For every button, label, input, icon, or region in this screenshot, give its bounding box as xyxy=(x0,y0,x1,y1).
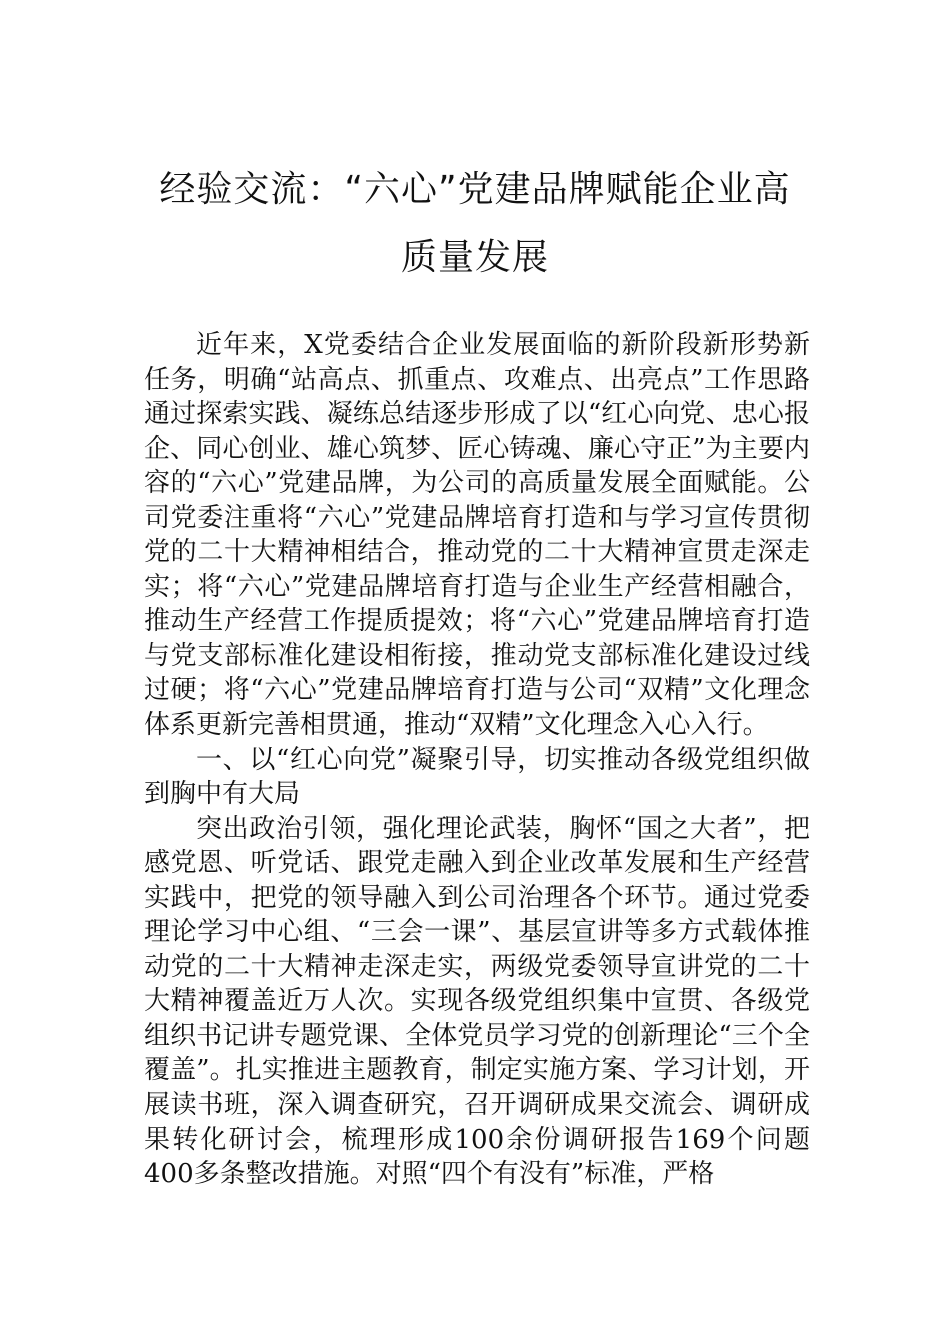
section-heading-1: 一、以“红心向党”凝聚引导，切实推动各级党组织做到胸中有大局 xyxy=(144,744,810,810)
document-title-line-1: 经验交流：“六心”党建品牌赋能企业高 xyxy=(159,169,791,210)
document-body xyxy=(144,328,810,1192)
section-1-paragraph: 突出政治引领，强化理论武装，胸怀“国之大者”，把感党恩、听党话、跟党走融入到企业改革发展和生产经营实践中，把党的领导融入到公司治理各个环节。通过党委理论学习中心组、“三会一课”、基层宣讲等多方式载体推动党的二十大精神走深走实，两级党委领导宣讲党的二十大精神覆盖近万人次。实现各级党组织集中宣贯、各级党组织书记讲专题党课、全体党员学习党的创新理论“三个全覆盖”。扎实推进主题教育，制定实施方案、学习计划，开展读书班，深入调查研究，召开调研成果交流会、调研成果转化研讨会，梳理形成100余份调研报告169个问题400多条整改措施。对照“四个有没有”标准，严格 xyxy=(144,813,810,1190)
intro-paragraph: 近年来，X党委结合企业发展面临的新阶段新形势新任务，明确“站高点、抓重点、攻难点、出亮点”工作思路通过探索实践、凝练总结逐步形成了以“红心向党、忠心报企、同心创业、雄心筑梦、匠心铸魂、廉心守正”为主要内容的“六心”党建品牌，为公司的高质量发展全面赋能。公司党委注重将“六心”党建品牌培育打造和与学习宣传贯彻党的二十大精神相结合，推动党的二十大精神宣贯走深走实；将“六心”党建品牌培育打造与企业生产经营相融合，推动生产经营工作提质提效；将“六心”党建品牌培育打造与党支部标准化建设相衔接，推动党支部标准化建设过线过硬；将“六心”党建品牌培育打造与公司“双精”文化理念体系更新完善相贯通，推动“双精”文化理念入心入行。 xyxy=(144,330,810,741)
document-title-line-2: 质量发展 xyxy=(400,237,549,278)
